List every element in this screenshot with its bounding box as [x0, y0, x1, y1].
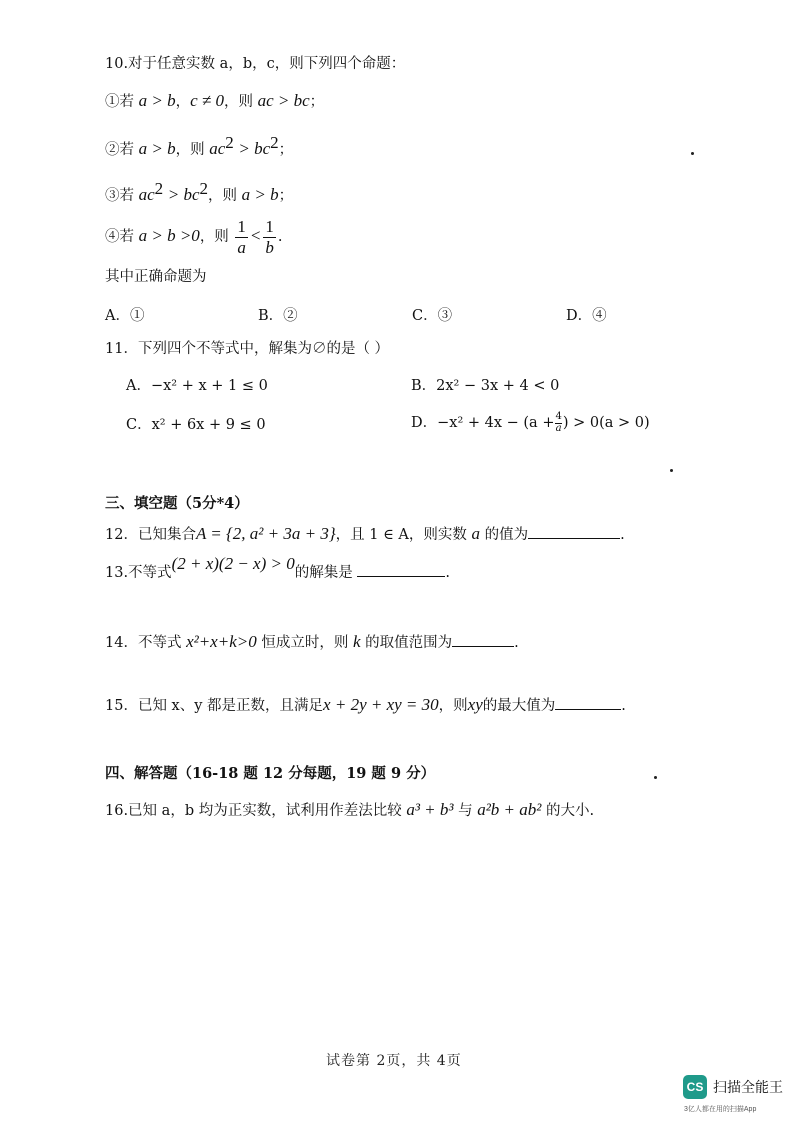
q10-proposition-4: ④若 a > b >0，则 $\frac{1}{a}$ < $\frac{1}{b}$ .: [105, 217, 283, 257]
q14: 14．不等式 x²+x+k>0 恒成立时，则 k 的取值范围为 .: [105, 632, 519, 651]
q11-stem: 11．下列四个不等式中，解集为∅的是（ ）: [105, 341, 390, 357]
watermark-name: 扫描全能王: [713, 1079, 783, 1095]
q10-proposition-3: ③若 $ac^2 > bc^2$，则 a > b；: [105, 179, 294, 204]
cs-logo-icon: CS: [683, 1075, 707, 1099]
scanner-watermark: [683, 1075, 783, 1099]
q10-proposition-1: ①若 a > b，c ≠ 0，则 ac > bc；: [105, 91, 325, 110]
watermark-tagline: 3亿人都在用的扫描App: [684, 1106, 757, 1113]
q15-answer-blank[interactable]: [555, 694, 621, 710]
fraction-1-over-b: $\frac{1}{b}$: [265, 217, 274, 257]
q11-option-b: B．2x² − 3x + 4 < 0: [411, 378, 560, 394]
q14-answer-blank[interactable]: [452, 631, 514, 647]
section-4-heading: 四、解答题（16-18 题 12 分每题，19 题 9 分）: [105, 765, 436, 782]
scan-speck: [691, 152, 694, 155]
q10-ask: 其中正确命题为: [105, 269, 207, 285]
fraction-4-over-a: $\frac{4}{a}$: [555, 411, 562, 434]
q10-option-d: D．④: [566, 308, 607, 324]
section-3-heading: 三、填空题（5分*4）: [105, 495, 249, 512]
q10-option-b: B．②: [258, 308, 298, 324]
fraction-1-over-a: $\frac{1}{a}$: [237, 217, 246, 257]
scan-speck: [670, 469, 673, 472]
q12-answer-blank[interactable]: [528, 523, 620, 539]
page-footer: 试卷第 2页，共 4页: [326, 1053, 462, 1069]
q13-answer-blank[interactable]: [357, 561, 445, 577]
q10-option-c: C．③: [412, 308, 453, 324]
q10-proposition-2: ②若 a > b，则 $ac^2 > bc^2$；: [105, 133, 294, 158]
q10-option-a: A．①: [105, 308, 145, 324]
q16: 16.已知 a，b 均为正实数，试利用作差法比较 a³ + b³ 与 a²b + ab² 的大小.: [105, 800, 595, 819]
q11-option-c: C．x² + 6x + 9 ≤ 0: [126, 417, 266, 433]
q15: 15．已知 x、y 都是正数，且满足x + 2y + xy = 30，则xy的最大值为 .: [105, 695, 626, 714]
q11-option-d: D．−x² + 4x − (a + $\frac{4}{a}$ ) > 0(a > 0): [411, 411, 650, 434]
q10-stem: 10.对于任意实数 a，b，c，则下列四个命题：: [105, 56, 406, 72]
q12: 12．已知集合A = {2, a² + 3a + 3}，且 1 ∈ A，则实数 a 的值为 .: [105, 524, 625, 543]
scan-speck: [654, 776, 657, 779]
q11-option-a: A．−x² + x + 1 ≤ 0: [126, 378, 268, 394]
q13: 13.不等式(2 + x)(2 − x) > 0的解集是 .: [105, 554, 450, 581]
